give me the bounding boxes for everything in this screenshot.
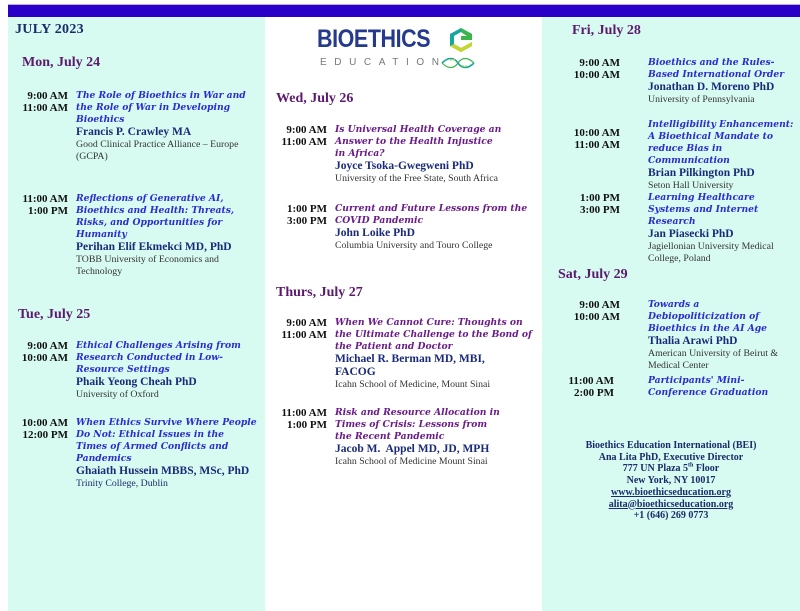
session-times: 9:00 AM 11:00 AM (281, 124, 327, 148)
day-heading-tue: Tue, July 25 (18, 307, 91, 322)
session-item (542, 119, 797, 192)
speaker-name: Jonathan D. Moreno PhD (648, 81, 775, 93)
speaker-affiliation: University of Oxford (76, 389, 159, 400)
speaker-name: Jan Piasecki PhD (648, 228, 734, 240)
session-times: 9:00 AM 11:00 AM (281, 317, 327, 341)
speaker-name: Ghaiath Hussein MBBS, MSc, PhD (76, 465, 250, 477)
left-column (8, 17, 265, 611)
session-times: 11:00 AM 1:00 PM (22, 193, 68, 217)
day-heading-fri: Fri, July 28 (572, 23, 641, 38)
session-title: Current and Future Lessons from the COVID Pandemic (335, 203, 528, 226)
session-times: 9:00 AM 11:00 AM (22, 90, 68, 114)
day-heading-mon: Mon, July 24 (22, 55, 101, 70)
session-item (8, 193, 258, 278)
speaker-affiliation: Columbia University and Touro College (335, 240, 493, 251)
middle-column (265, 17, 542, 611)
email-link[interactable]: alita@bioethicseducation.org (608, 498, 734, 510)
logo-wordmark: BIOETHICS (317, 25, 431, 53)
speaker-name: Phaik Yeong Cheah PhD (76, 376, 197, 388)
day-heading-thurs: Thurs, July 27 (276, 285, 363, 300)
logo-dna-wave-icon (441, 57, 475, 69)
session-title: Participants' Mini-Conference Graduation (648, 375, 769, 398)
speaker-affiliation: Seton Hall University (648, 180, 734, 191)
speaker-affiliation: Jagiellonian University Medical College, Poland (648, 241, 774, 264)
session-times: 11:00 AM 2:00 PM (568, 375, 614, 399)
speaker-name: Joyce Tsoka-Gwegweni PhD (335, 160, 474, 172)
session-item (8, 340, 258, 401)
session-title: Is Universal Health Coverage an Answer to the Health Injustice in Africa? (335, 124, 502, 159)
speaker-name: Jacob M. Appel MD, JD, MPH (335, 443, 490, 455)
session-times: 10:00 AM 11:00 AM (573, 127, 620, 151)
address-line-2: New York, NY 10017 (626, 475, 716, 487)
session-item (542, 192, 797, 265)
session-item (265, 124, 535, 185)
session-title: Risk and Resource Allocation in Times of Crisis: Lessons from the Recent Pandemic (335, 407, 500, 442)
session-title: Learning Healthcare Systems and Internet Research (648, 192, 759, 227)
session-times: 10:00 AM 12:00 PM (21, 417, 68, 441)
session-item (542, 57, 797, 106)
speaker-affiliation: University of Pennsylvania (648, 94, 755, 105)
session-title: When Ethics Survive Where People Do Not: Ethical Issues in the Times of Armed Conflicts and Pandemics (76, 417, 257, 464)
session-times: 1:00 PM 3:00 PM (579, 192, 620, 216)
speaker-name: Francis P. Crawley MA (76, 126, 192, 138)
speaker-name: Thalia Arawi PhD (648, 335, 738, 347)
session-times: 11:00 AM 1:00 PM (281, 407, 327, 431)
session-times: 9:00 AM 10:00 AM (573, 57, 620, 81)
session-item (265, 317, 535, 391)
contact-block (542, 440, 800, 522)
session-times: 1:00 PM 3:00 PM (286, 203, 327, 227)
day-heading-sat: Sat, July 29 (558, 267, 628, 282)
session-item (542, 375, 797, 399)
logo-subtitle: EDUCATION (320, 57, 447, 68)
session-item (542, 299, 797, 372)
speaker-affiliation: Icahn School of Medicine Mount Sinai (335, 456, 488, 467)
speaker-name: Perihan Elif Ekmekci MD, PhD (76, 241, 232, 253)
phone-number: +1 (646) 269 0773 (633, 510, 709, 522)
session-times: 9:00 AM 10:00 AM (21, 340, 68, 364)
speaker-name: Michael R. Berman MD, MBI, FACOG (335, 353, 485, 378)
session-title: Bioethics and the Rules-Based International Order (648, 57, 785, 80)
speaker-name: Brian Pilkington PhD (648, 167, 755, 179)
session-title: Intelligibility Enhancement: A Bioethical Mandate to reduce Bias in Communication (648, 119, 794, 166)
session-item (265, 407, 535, 468)
speaker-affiliation: Icahn School of Medicine, Mount Sinai (335, 379, 491, 390)
session-title: Towards a Debiopoliticization of Bioethics in the AI Age (648, 299, 767, 334)
session-item (265, 203, 535, 252)
session-title: Ethical Challenges Arising from Research Conducted in Low-Resource Settings (76, 340, 241, 375)
session-item (8, 90, 258, 163)
bioethics-education-logo (317, 25, 497, 75)
speaker-affiliation: TOBB University of Economics and Technology (76, 254, 219, 277)
right-column (542, 17, 800, 611)
session-title: The Role of Bioethics in War and the Role of War in Developing Bioethics (76, 90, 246, 125)
speaker-affiliation: American University of Beirut & Medical Center (648, 348, 779, 371)
organization-name: Bioethics Education International (BEI) (585, 440, 757, 451)
speaker-affiliation: Trinity College, Dublin (76, 478, 168, 489)
month-heading: JULY 2023 (15, 22, 84, 37)
speaker-affiliation: Good Clinical Practice Alliance – Europe (GCPA) (76, 139, 239, 162)
executive-director: Ana Lita PhD, Executive Director (598, 451, 744, 463)
address-line-1: 777 UN Plaza 5th Floor (622, 463, 720, 475)
day-heading-wed: Wed, July 26 (276, 91, 354, 106)
session-item (8, 417, 258, 490)
logo-e-icon (448, 27, 474, 53)
top-color-bar (8, 4, 800, 17)
session-title: When We Cannot Cure: Thoughts on the Ultimate Challenge to the Bond of the Patient and Doctor (335, 317, 532, 352)
speaker-affiliation: University of the Free State, South Africa (335, 173, 498, 184)
session-title: Reflections of Generative AI, Bioethics and Health: Threats, Risks, and Opportunities for Humanity (76, 193, 235, 240)
speaker-name: John Loike PhD (335, 227, 415, 239)
website-link[interactable]: www.bioethicseducation.org (611, 486, 731, 498)
session-times: 9:00 AM 10:00 AM (573, 299, 620, 323)
